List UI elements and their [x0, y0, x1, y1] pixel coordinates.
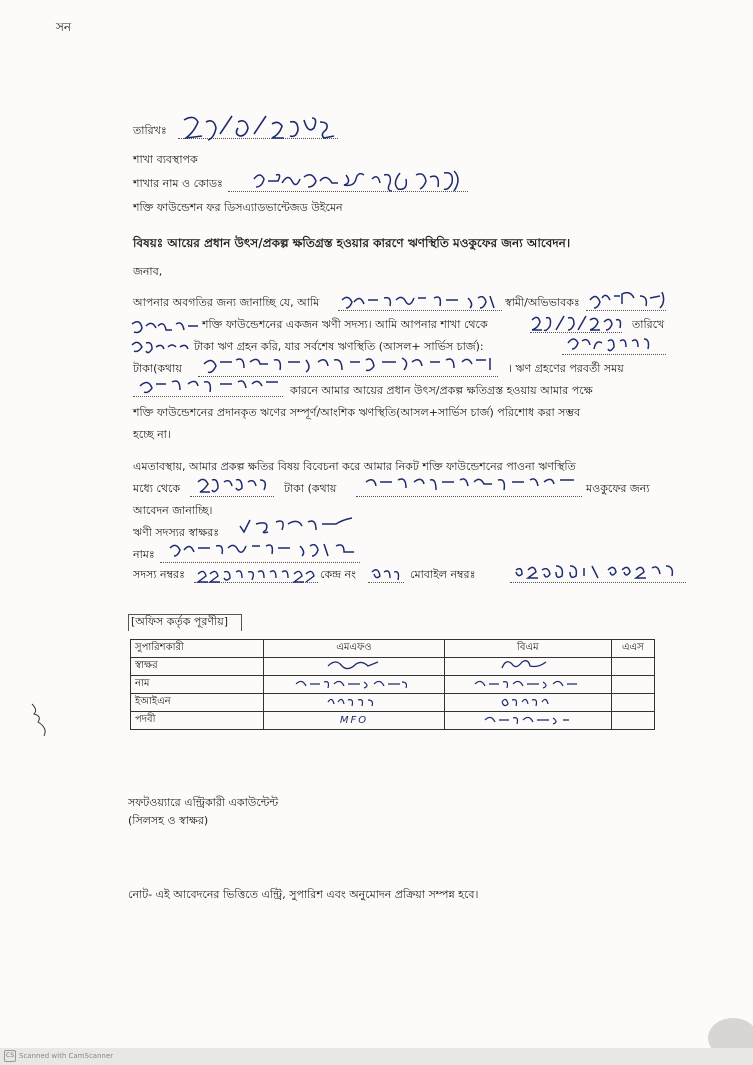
para1-line4b: । ঋণ গ্রহণের পরবর্তী সময়	[508, 362, 624, 375]
handwritten-balance	[564, 331, 660, 355]
bm-designation-handwriting	[483, 712, 573, 726]
para1-line5a: কারনে আমার আয়ের প্রধান উৎস/প্রকল্প ক্ষতিগ্রস্ত হওয়ায় আমার পক্ষে	[290, 384, 593, 397]
accountant-line1: সফটওয়্যারে এন্ট্রিকারী একাউন্টেন্ট	[128, 796, 279, 809]
organization-line: শক্তি ফাউন্ডেশন ফর ডিসএ্যাডভান্টেজড উইমেন	[133, 201, 343, 214]
para1-line6: শক্তি ফাউন্ডেশনের প্রদানকৃত ঋণের সম্পূর্ণ/আংশিক ঋণস্থিতি(আসল+সার্ভিস চার্জ) পরিশোধ করা সম্ভব	[133, 406, 581, 419]
handwritten-member-number	[196, 562, 320, 584]
bm-name-cell	[444, 676, 611, 694]
balance-line	[562, 354, 666, 355]
handwritten-loan-date	[530, 310, 626, 334]
waiver-words-line	[356, 496, 582, 497]
mfo-designation-cell: MFO	[264, 712, 445, 730]
salutation: জনাব,	[133, 265, 163, 278]
handwritten-guardian-name	[588, 286, 668, 312]
addressee: শাখা ব্যবস্থাপক	[133, 153, 198, 166]
handwritten-mobile-number	[512, 558, 692, 584]
as-signature-cell	[611, 658, 654, 676]
table-header-row	[131, 640, 655, 658]
mfo-signature-cell	[264, 658, 445, 676]
header-bm: বিএম	[444, 640, 611, 658]
office-table	[130, 639, 655, 730]
member-signature	[236, 512, 356, 538]
para2-line2b: টাকা (কথায়	[284, 482, 337, 495]
handwritten-waiver-amount	[194, 472, 278, 496]
handwritten-guardian-name-cont	[130, 314, 202, 338]
mfo-name-cell	[264, 676, 445, 694]
para1-line7: হচ্ছে না।	[133, 428, 171, 441]
para2-line2c: মওকুফের জন্য	[586, 482, 650, 495]
scanner-watermark	[4, 1050, 113, 1062]
bm-ein-cell	[444, 694, 611, 712]
date-line	[178, 138, 338, 139]
row-label-designation: পদবী	[131, 712, 264, 730]
guardian-line	[586, 310, 666, 311]
as-ein-cell	[611, 694, 654, 712]
waiver-amount-line	[190, 496, 274, 497]
mfo-name-handwriting	[294, 676, 414, 690]
mfo-ein-handwriting	[324, 694, 384, 708]
header-as: এএস	[611, 640, 654, 658]
row-label-name: নাম	[131, 676, 264, 694]
signer-name-line	[160, 562, 360, 563]
mfo-ein-cell	[264, 694, 445, 712]
handwritten-loan-amount	[130, 335, 194, 357]
header-mfo: এমএফও	[264, 640, 445, 658]
margin-scribble	[26, 700, 56, 740]
bm-name-handwriting	[473, 676, 583, 690]
as-name-cell	[611, 676, 654, 694]
handwritten-balance-in-words	[200, 350, 500, 378]
page-fold-shadow	[708, 1018, 753, 1048]
member-number-label: সদস্য নম্বরঃ	[133, 568, 185, 581]
bm-designation-cell	[444, 712, 611, 730]
mfo-signature	[324, 658, 384, 672]
para1-line3a: টাকা ঋণ গ্রহন করি, যার সর্বশেষ ঋণস্থিতি (আসল+ সার্ভিস চার্জ):	[194, 340, 484, 353]
para2-line2a: মধ্যে থেকে	[133, 482, 181, 495]
scanner-watermark-text: Scanned with CamScanner	[19, 1052, 114, 1060]
branch-line	[228, 191, 468, 192]
bm-ein-handwriting	[498, 694, 558, 708]
center-number-label: কেন্দ্র নং	[320, 568, 356, 581]
subject-line: বিষয়ঃ আয়ের প্রধান উৎস/প্রকল্প ক্ষতিগ্রস্ত হওয়ার কারণে ঋণস্থিতি মওকুফের জন্য আবেদন।	[133, 236, 571, 250]
row-label-ein: ইআইএন	[131, 694, 264, 712]
balance-words-line	[198, 376, 498, 377]
bm-signature-cell	[444, 658, 611, 676]
para1-line4a: টাকা(কথায়	[133, 362, 182, 375]
header-recommender: সুপারিশকারী	[131, 640, 264, 658]
branch-label: শাখার নাম ও কোডঃ	[133, 177, 223, 190]
mobile-label: মোবাইল নম্বরঃ	[410, 568, 476, 581]
bm-signature	[498, 658, 558, 672]
table-row-signature	[131, 658, 655, 676]
center-number-line	[368, 582, 404, 583]
signature-label: ঋণী সদস্যর স্বাক্ষরঃ	[133, 526, 220, 539]
member-name-line	[338, 310, 502, 311]
mobile-line	[510, 582, 686, 583]
camscanner-logo-icon: CS	[4, 1050, 16, 1062]
para1-line2b: তারিখে	[632, 318, 665, 331]
as-designation-cell	[611, 712, 654, 730]
accountant-line2: (সিলসহ ও স্বাক্ষর)	[128, 814, 209, 827]
table-row-ein	[131, 694, 655, 712]
row-label-signature: স্বাক্ষর	[131, 658, 264, 676]
handwritten-center-number	[370, 562, 406, 584]
para2-line1: এমতাবস্থায়, আমার প্রকল্প ক্ষতির বিষয় বিবেচনা করে আমার নিকট শক্তি ফাউন্ডেশনের পাওনা ঋণস্থিতি	[133, 460, 576, 473]
loan-date-line	[530, 332, 622, 333]
name-label: নামঃ	[133, 548, 155, 561]
para1-line1b: স্বামী/অভিভাবকঃ	[505, 296, 580, 309]
para1-line2a: শক্তি ফাউন্ডেশনের একজন ঋণী সদস্য। আমি আপনার শাখা থেকে	[202, 318, 488, 331]
corner-mark: সন	[56, 20, 72, 34]
date-label: তারিখঃ	[133, 124, 167, 137]
para2-line3: আবেদন জানাচ্ছি।	[133, 504, 213, 517]
reason-line	[133, 396, 283, 397]
office-section-label: [অফিস কর্তৃক পূরণীয়]	[131, 615, 228, 628]
table-row-name	[131, 676, 655, 694]
para1-line1a: আপনার অবগতির জন্য জানাচ্ছি যে, আমি	[133, 296, 320, 309]
table-row-designation	[131, 712, 655, 730]
note-line: নোট- এই আবেদনের ভিত্তিতে এন্ট্রি, সুপারিশ এবং অনুমোদন প্রক্রিয়া সম্পন্ন হবে।	[128, 888, 479, 901]
member-number-line	[194, 582, 318, 583]
